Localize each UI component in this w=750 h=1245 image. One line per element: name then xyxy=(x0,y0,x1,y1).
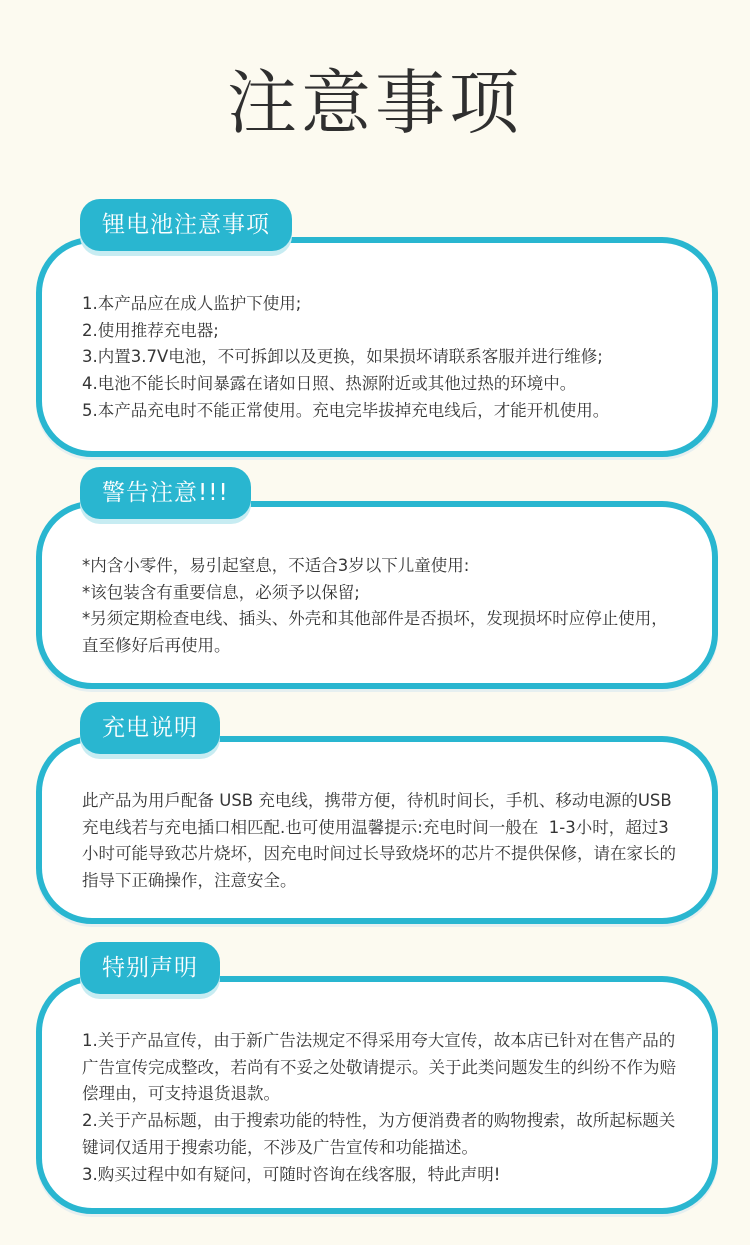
section-body: 此产品为用戶配备 USB 充电线，携带方便，待机时间长，手机、移动电源的USB充电线若与充电插口相匹配.也可使用温馨提示:充电时间一般在 1-3小时，超过3小时可能导致芯片烧坏，因充电时间过长导致烧坏的芯片不提供保修，请在家长的指导下正确操作，注意安全。 xyxy=(82,791,676,891)
section-charging xyxy=(36,702,718,924)
notice-panel xyxy=(36,501,718,689)
section-body: 1.本产品应在成人监护下使用; 2.使用推荐充电器; 3.内置3.7V电池，不可拆卸以及更换，如果损坏请联系客服并进行维修; 4.电池不能长时间暴露在诸如日照、热源附近或其他过热的环境中。 5.本产品充电时不能正常使用。充电完毕拔掉充电线后，才能开机使用。 xyxy=(82,294,610,420)
section-heading: 锂电池注意事项 xyxy=(80,199,292,251)
section-body: *内含小零件，易引起窒息，不适合3岁以下儿童使用: *该包装含有重要信息，必须予以保留; *另须定期检查电线、插头、外壳和其他部件是否损坏，发现损坏时应停止使用，直至修好后再使用。 xyxy=(82,556,668,656)
section-lithium-battery xyxy=(36,199,718,457)
section-warning xyxy=(36,467,718,689)
section-heading: 警告注意!!! xyxy=(80,467,251,519)
notice-panel xyxy=(36,237,718,457)
notice-panel xyxy=(36,736,718,924)
section-heading: 充电说明 xyxy=(80,702,220,754)
page-title: 注意事项 xyxy=(227,62,523,144)
section-heading: 特别声明 xyxy=(80,942,220,994)
section-special-statement xyxy=(36,942,718,1214)
section-body: 1.关于产品宣传，由于新广告法规定不得采用夸大宣传，故本店已针对在售产品的广告宣传完成整改，若尚有不妥之处敬请提示。关于此类问题发生的纠纷不作为赔偿理由，可支持退货退款。 2.关于产品标题，由于搜索功能的特性，为方便消费者的购物搜索，故所起标题关键词仅适用于搜索功能，不涉及广告宣传和功能描述。 3.购买过程中如有疑问，可随时咨询在线客服，特此声明! xyxy=(82,1031,676,1184)
notice-panel xyxy=(36,976,718,1214)
